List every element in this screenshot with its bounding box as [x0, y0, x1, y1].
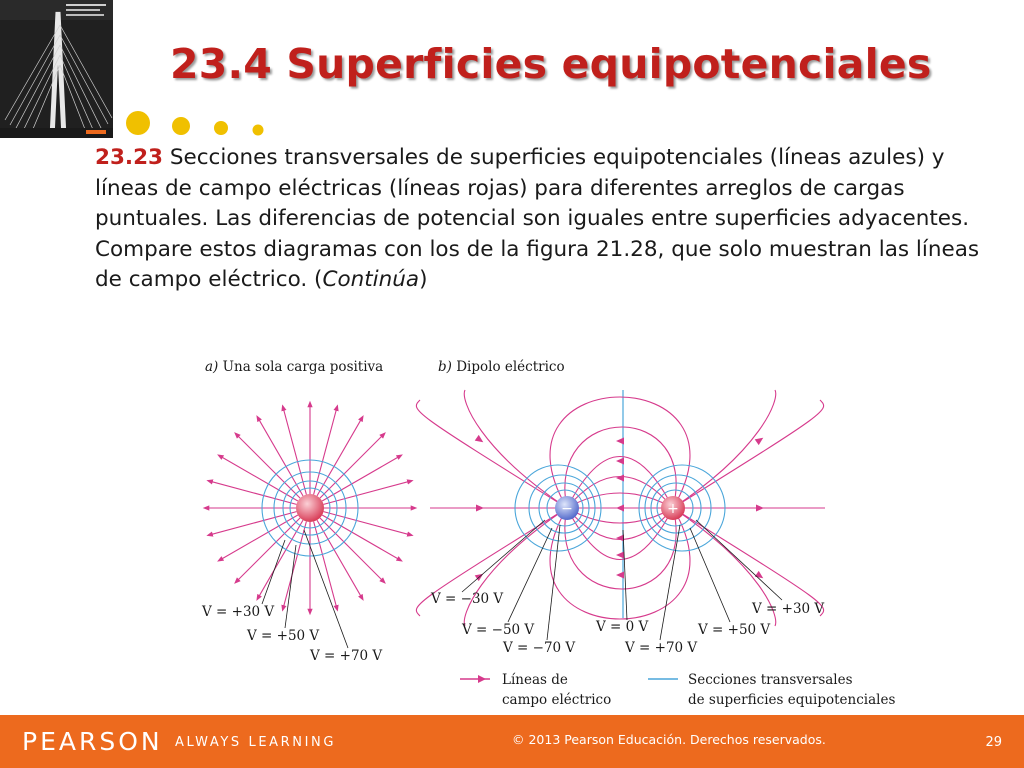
negative-sign: − [561, 501, 573, 517]
pearson-logo: PEARSON [22, 727, 163, 756]
figure-caption [95, 143, 995, 296]
panel-b-title [438, 359, 565, 375]
panel-b-label-minus30: V = −30 V [431, 591, 504, 607]
footer-bar [0, 715, 1024, 768]
panel-a-title-text: Una sola carga positiva [222, 359, 384, 375]
panel-b-label-plus70: V = +70 V [625, 640, 698, 656]
panel-a-label-30: V = +30 V [202, 604, 275, 620]
panel-a-label-70: V = +70 V [310, 648, 383, 664]
field-arrow [616, 505, 624, 512]
panel-b-label-plus30: V = +30 V [752, 601, 825, 617]
panel-b-label-minus70: V = −70 V [503, 640, 576, 656]
page-number: 29 [985, 735, 1002, 750]
slide-title: 23.4 Superficies equipotenciales [170, 40, 932, 88]
caption-text: Secciones transversales de superficies equipotenciales (líneas azules) y líneas de campo eléctricas (líneas rojas) para diferentes arreglos de cargas puntuales. Las diferencias de potencial son iguales entre superficies adyacentes. Compare estos diagramas con los de la figura 21.28, que solo muestran las líneas de campo eléctrico. ( [95, 145, 980, 293]
field-arrow [476, 505, 484, 512]
field-arrow [755, 435, 766, 445]
panel-a-label-50: V = +50 V [247, 628, 320, 644]
field-arrow [616, 535, 624, 542]
caption-end: ) [419, 267, 428, 293]
legend-equipotential-label-2: de superficies equipotenciales [688, 692, 895, 708]
caption-italic: Continúa [322, 267, 420, 293]
decorative-dots [124, 110, 274, 138]
legend-field-label-2: campo eléctrico [502, 692, 612, 708]
panel-b-label-plus50: V = +50 V [698, 622, 771, 638]
panel-b-label-zero: V = 0 V [596, 619, 649, 635]
panel-b-title-text: Dipolo eléctrico [456, 359, 565, 375]
panel-b-label-minus50: V = −50 V [462, 622, 535, 638]
panel-b-letter: b) [438, 359, 452, 375]
legend-field-label-1: Líneas de [502, 672, 568, 688]
field-arrow [475, 435, 486, 445]
panel-a-diagram [201, 404, 414, 664]
positive-sign: + [667, 501, 679, 517]
panel-a-title [205, 359, 383, 375]
legend-arrow-icon [478, 675, 486, 683]
field-arrow [616, 552, 624, 559]
equipotential-figure [195, 345, 895, 715]
book-cover-bridge-icon [0, 0, 113, 138]
positive-charge-icon [296, 494, 324, 522]
field-arrow [616, 438, 624, 445]
copyright-text: © 2013 Pearson Educación. Derechos reservados. [512, 732, 826, 747]
legend-equipotential-label-1: Secciones transversales [688, 672, 853, 688]
panel-a-letter: a) [205, 359, 219, 375]
field-arrow [616, 475, 624, 482]
field-arrow [616, 572, 624, 579]
figure-legend [460, 672, 895, 708]
panel-b-diagram [416, 390, 825, 656]
field-arrow [756, 505, 764, 512]
field-arrow [616, 458, 624, 465]
figure-number: 23.23 [95, 145, 164, 170]
footer-tagline: ALWAYS LEARNING [175, 735, 337, 750]
